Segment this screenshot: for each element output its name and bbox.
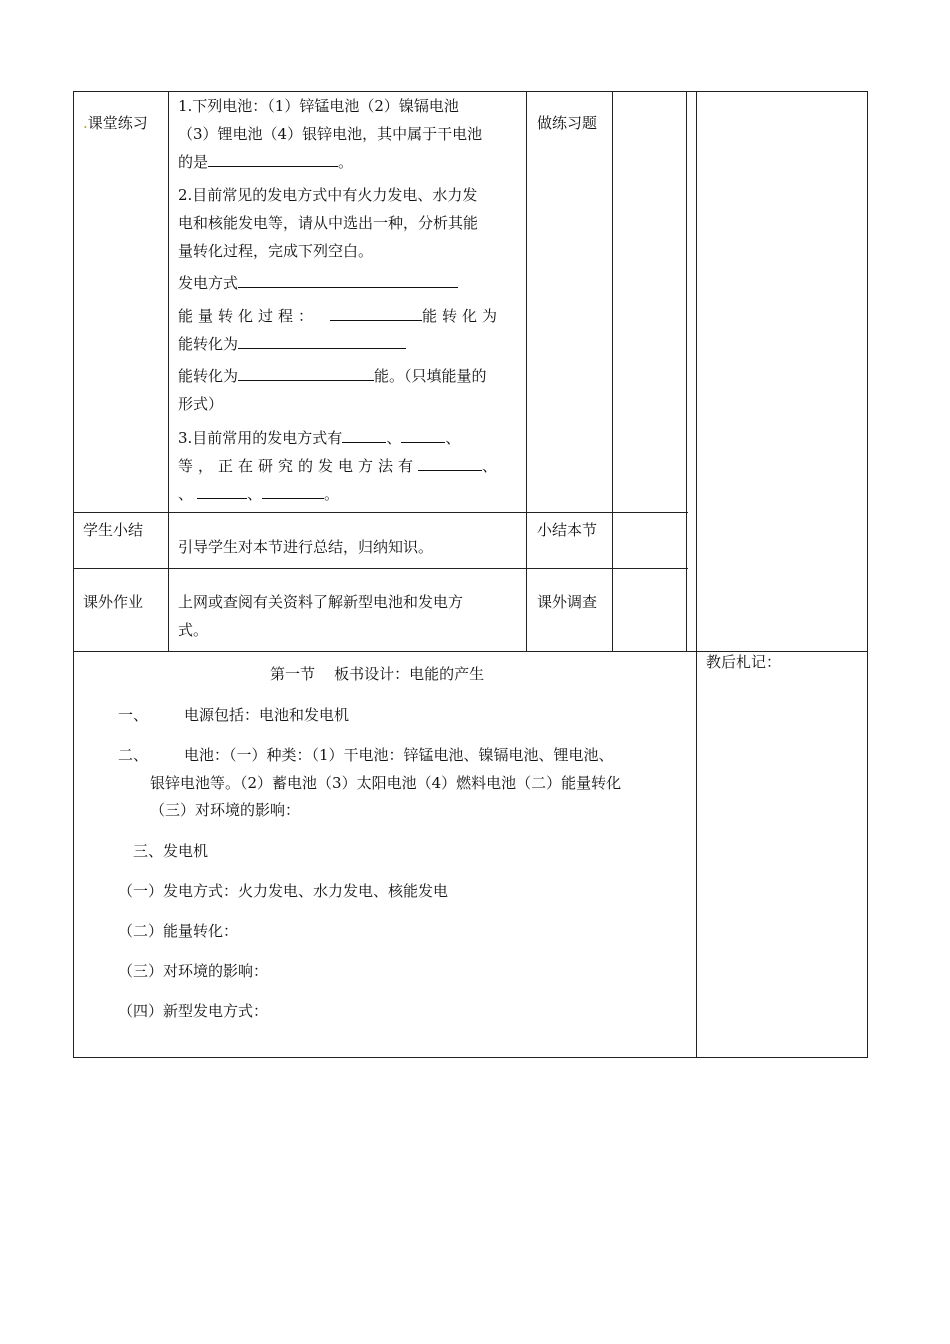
q3-blank-1[interactable] [342,428,386,443]
q3-line3: 、 、 。 [178,485,340,503]
board-item-3: 三、发电机 [133,842,209,860]
row-label-practice: .课堂练习 [83,114,148,132]
q3-blank-2[interactable] [401,428,445,443]
row-content-homework-2: 式。 [178,621,209,639]
q2-process-line3: 能转化为 能。（只填能量的 [178,367,487,385]
col-divider-3 [612,91,613,652]
process-blank-3[interactable] [238,366,374,381]
row-content-homework-1: 上网或查阅有关资料了解新型电池和发电方 [178,593,464,611]
board-item-1-text: 电源包括：电池和发电机 [184,706,350,724]
board-item-2-cont2: （三）对环境的影响： [150,801,301,819]
q2-line3: 量转化过程，完成下列空白。 [178,242,374,260]
table-top-border [73,91,868,92]
table-bottom-border [73,1057,868,1058]
board-sub-3: （三）对环境的影响： [118,962,269,980]
table-left-border [73,91,74,1058]
row-label-summary: 学生小结 [83,521,144,539]
q2-line1: 2.目前常见的发电方式中有火力发电、水力发 [178,186,478,204]
col-divider-notes-upper [696,91,697,652]
q3-blank-4[interactable] [197,484,247,499]
q2-process-line4: 形式） [178,395,224,413]
board-item-2-num: 二、 [118,746,149,764]
board-sub-4: （四）新型发电方式： [118,1002,269,1020]
row-label-homework: 课外作业 [83,593,144,611]
col-divider-notes-lower [696,651,697,1058]
row-content-summary: 引导学生对本节进行总结，归纳知识。 [178,538,434,556]
board-item-2-text: 电池：（一）种类：（1）干电池：锌锰电池、镍镉电池、锂电池、 [184,746,614,764]
board-item-2-cont1: 银锌电池等。（2）蓄电池（3）太阳电池（4）燃料电池（二）能量转化 [150,774,622,792]
board-sub-1: （一）发电方式：火力发电、水力发电、核能发电 [118,882,449,900]
board-title: 第一节 板书设计：电能的产生 [270,665,485,683]
row-activity-homework: 课外调查 [537,593,598,611]
q3-blank-3[interactable] [418,456,482,471]
q2-process-line2: 能转化为 [178,334,406,354]
col-divider-2 [526,91,527,652]
table-right-border [867,91,868,1058]
q1-line3: 的是 。 [178,153,354,171]
q2-line2: 电和核能发电等，请从中选出一种，分析其能 [178,214,479,232]
board-sub-2: （二）能量转化： [118,922,239,940]
process-blank-2[interactable] [238,334,406,349]
process-blank-1[interactable] [330,306,422,321]
q3-line2: 等，正在研究的发电方法有 、 [178,457,498,475]
row-divider-2 [73,568,688,569]
q3-blank-5[interactable] [262,484,324,499]
board-item-1-num: 一、 [118,706,149,724]
q1-answer-blank[interactable] [208,152,338,167]
q3-line1: 3.目前常用的发电方式有 、 、 [178,429,461,447]
row-activity-summary: 小结本节 [537,521,598,539]
col-divider-4 [686,91,687,652]
col-divider-1 [168,91,169,652]
q2-method-line: 发电方式 [178,273,458,293]
row-activity-practice: 做练习题 [537,114,598,132]
q2-process-line1: 能量转化过程： 能转化为 [178,307,503,325]
q1-line2: （3）锂电池（4）银锌电池，其中属于干电池 [178,125,483,143]
method-blank[interactable] [238,273,458,288]
notes-label: 教后札记： [706,653,782,671]
row-divider-1 [73,512,688,513]
q1-line1: 1.下列电池：（1）锌锰电池（2）镍镉电池 [178,97,459,115]
